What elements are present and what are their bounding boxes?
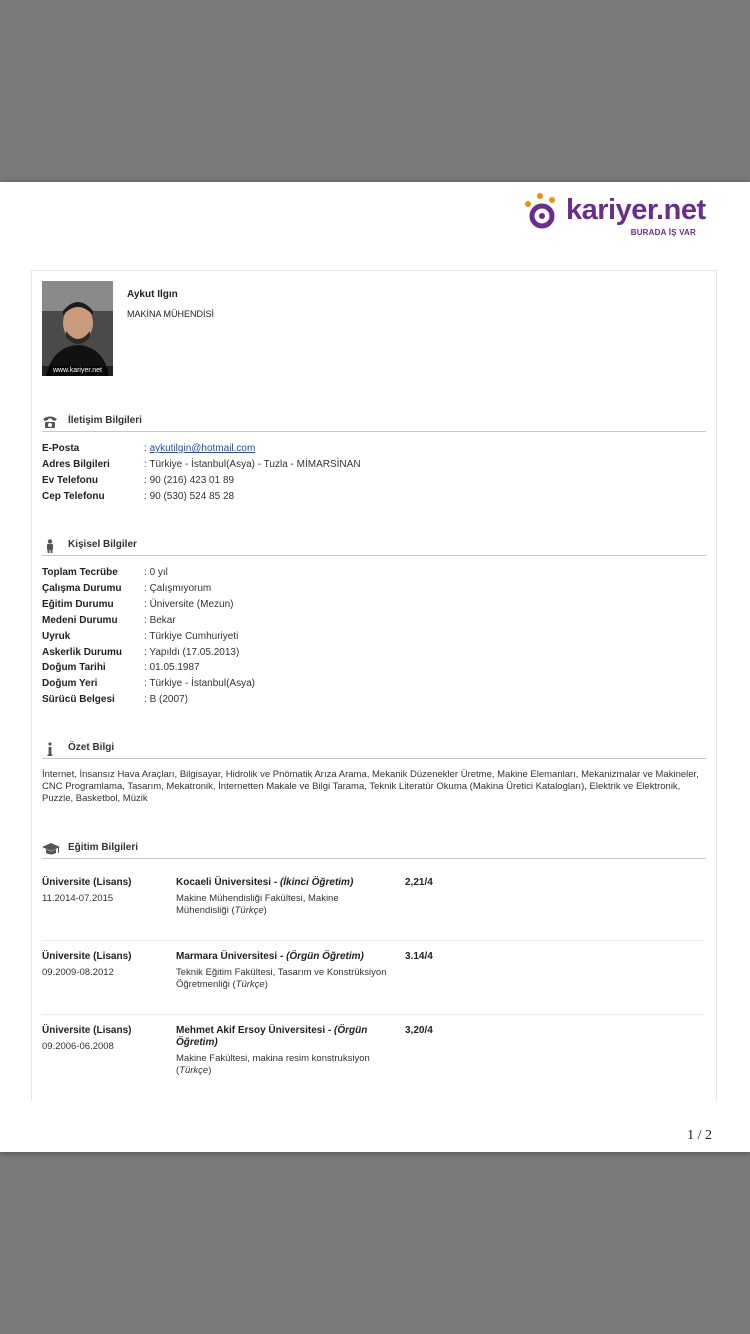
field-label: E-Posta bbox=[42, 443, 80, 454]
person-icon bbox=[42, 539, 58, 553]
education-faculty: Makine Mühendisliği Fakültesi, Makine Mühendisliği (Türkçe) bbox=[176, 893, 339, 916]
field-label: Cep Telefonu bbox=[42, 491, 105, 502]
field-value: : 90 (216) 423 01 89 bbox=[144, 475, 235, 486]
cv-container bbox=[31, 270, 717, 1101]
field-value: : Yapıldı (17.05.2013) bbox=[144, 647, 240, 658]
education-dates: 11.2014-07.2015 bbox=[42, 893, 114, 904]
field-value: : Türkiye - İstanbul(Asya) bbox=[144, 678, 255, 689]
logo-sun-icon bbox=[522, 190, 566, 234]
field-value: : Türkiye - İstanbul(Asya) - Tuzla - MİMARSİNAN bbox=[144, 459, 361, 470]
field-value: : B (2007) bbox=[144, 694, 188, 705]
personal-section-header bbox=[42, 539, 706, 556]
field-value: : Türkiye Cumhuriyeti bbox=[144, 631, 239, 642]
education-faculty: Teknik Eğitim Fakültesi, Tasarım ve Konstrüksiyon Öğretmenliği (Türkçe) bbox=[176, 967, 387, 990]
person-photo-icon bbox=[42, 281, 113, 376]
divider bbox=[42, 940, 704, 941]
education-dates: 09.2009-08.2012 bbox=[42, 967, 114, 978]
logo-tagline: BURADA İŞ VAR bbox=[630, 228, 696, 237]
education-university: Kocaeli Üniversitesi - (İkinci Öğretim) bbox=[176, 877, 354, 888]
field-label: Adres Bilgileri bbox=[42, 459, 110, 470]
candidate-title: MAKİNA MÜHENDİSİ bbox=[127, 309, 215, 319]
field-value: : 90 (530) 524 85 28 bbox=[144, 491, 235, 502]
kariyer-logo[interactable] bbox=[522, 190, 706, 240]
contact-section-header bbox=[42, 415, 706, 432]
education-degree: Üniversite (Lisans) bbox=[42, 951, 132, 962]
education-gpa: 3.14/4 bbox=[405, 951, 433, 962]
field-value: : Bekar bbox=[144, 615, 176, 626]
field-label: Sürücü Belgesi bbox=[42, 694, 115, 705]
summary-section-title: Özet Bilgi bbox=[68, 742, 115, 753]
personal-section-title: Kişisel Bilgiler bbox=[68, 539, 137, 550]
field-label: Doğum Tarihi bbox=[42, 662, 106, 673]
page-indicator: 1 / 2 bbox=[687, 1128, 712, 1143]
divider bbox=[42, 1014, 704, 1015]
contact-section-title: İletişim Bilgileri bbox=[68, 415, 142, 426]
education-faculty: Makine Fakültesi, makina resim konstruksiyon (Türkçe) bbox=[176, 1053, 370, 1076]
document-page bbox=[0, 182, 750, 1152]
field-value: : aykutilgin@hotmail.com bbox=[144, 443, 256, 454]
education-gpa: 2,21/4 bbox=[405, 877, 433, 888]
field-label: Uyruk bbox=[42, 631, 71, 642]
field-value: : 0 yıl bbox=[144, 567, 168, 578]
logo-wordmark: kariyer.net bbox=[566, 194, 706, 226]
field-value: : 01.05.1987 bbox=[144, 662, 200, 673]
field-label: Doğum Yeri bbox=[42, 678, 98, 689]
education-dates: 09.2006-06.2008 bbox=[42, 1041, 114, 1052]
education-item bbox=[42, 1025, 704, 1099]
field-value: : Çalışmıyorum bbox=[144, 583, 212, 594]
education-university: Mehmet Akif Ersoy Üniversitesi - (Örgün Öğretim) bbox=[176, 1025, 368, 1048]
education-gpa: 3,20/4 bbox=[405, 1025, 433, 1036]
phone-icon bbox=[42, 415, 58, 429]
graduation-cap-icon bbox=[42, 842, 60, 856]
field-label: Askerlik Durumu bbox=[42, 647, 123, 658]
education-degree: Üniversite (Lisans) bbox=[42, 877, 132, 888]
education-degree: Üniversite (Lisans) bbox=[42, 1025, 132, 1036]
email-link[interactable]: aykutilgin@hotmail.com bbox=[149, 443, 256, 454]
field-label: Eğitim Durumu bbox=[42, 599, 114, 610]
field-label: Çalışma Durumu bbox=[42, 583, 122, 594]
field-label: Ev Telefonu bbox=[42, 475, 98, 486]
field-label: Toplam Tecrübe bbox=[42, 567, 118, 578]
education-section-title: Eğitim Bilgileri bbox=[68, 842, 139, 853]
education-university: Marmara Üniversitesi - (Örgün Öğretim) bbox=[176, 951, 364, 962]
education-section-header bbox=[42, 842, 706, 859]
candidate-name: Aykut Ilgın bbox=[127, 289, 178, 300]
field-label: Medeni Durumu bbox=[42, 615, 118, 626]
summary-section-header bbox=[42, 742, 706, 759]
field-value: : Üniversite (Mezun) bbox=[144, 599, 234, 610]
info-icon bbox=[42, 742, 58, 756]
profile-photo bbox=[42, 281, 113, 376]
summary-text: İnternet, İnsansız Hava Araçları, Bilgisayar, Hidrolik ve Pnömatik Arıza Arama, Mekanik Düzenekler Üretme, Makine Elemanları, Mekanizmalar ve Makineler, CNC Programlama, Tasarım, Mekatronik, İnternetten Makale ve Bilgi Tarama, Teknik Literatür Okuma (Makina Üretici Katalogları), Elektrik ve Elektronik, Puzzle, Basketbol, Müzik bbox=[42, 769, 699, 804]
photo-watermark: www.kariyer.net bbox=[42, 366, 113, 376]
